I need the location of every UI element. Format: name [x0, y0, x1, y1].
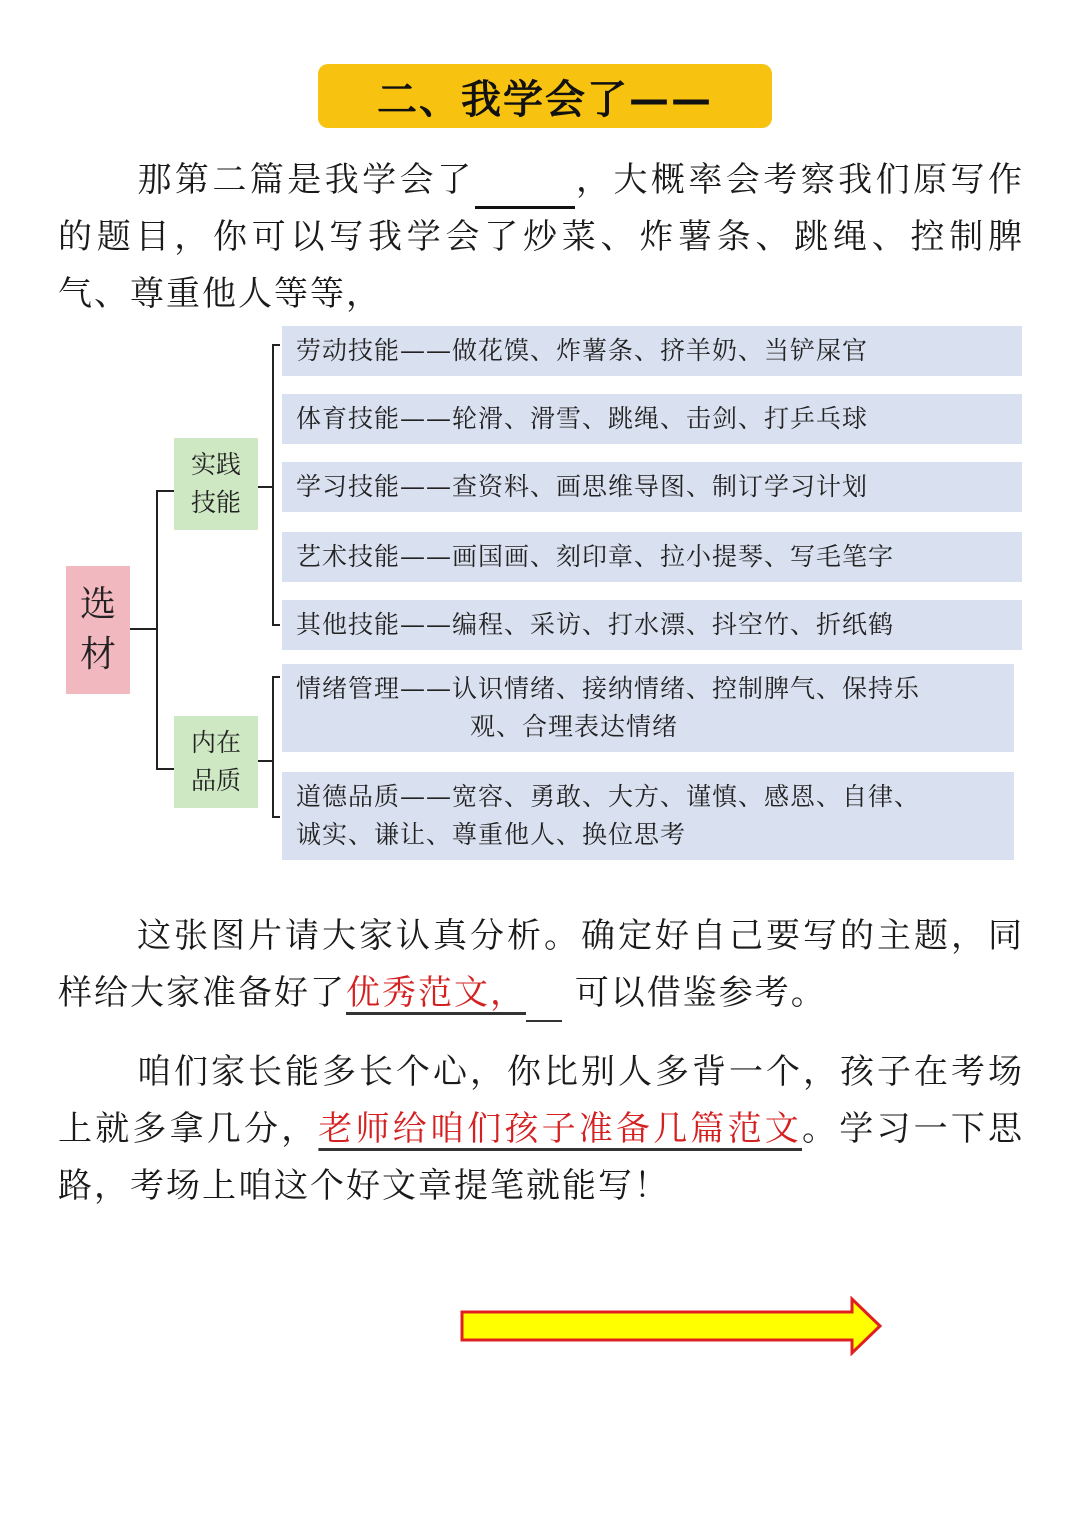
mindmap-root: [66, 566, 130, 694]
leaf-text: 诚实、谦让、尊重他人、换位思考: [296, 820, 687, 849]
underline-gap: [526, 982, 562, 1022]
connector: [258, 486, 272, 488]
bracket: [272, 624, 280, 626]
leaf-text: 其他技能——编程、采访、打水漂、抖空竹、折纸鹤: [296, 610, 895, 639]
leaf-labor-skills: [282, 326, 1022, 376]
leaf-text: 学习技能——查资料、画思维导图、制订学习计划: [296, 472, 869, 501]
section-title: [318, 64, 772, 128]
category-practical-skills: [174, 438, 258, 530]
fill-blank: [475, 166, 575, 209]
para2-text-1: 这张图片请大家认真分析。确定好自己要写的主题，同样给大家准备好了: [58, 916, 1024, 1013]
category-label: 技能: [190, 488, 241, 517]
sample-essays-highlight: 优秀范文，: [346, 973, 526, 1013]
root-char-1: 选: [79, 584, 116, 625]
leaf-study-skills: [282, 462, 1022, 512]
leaf-art-skills: [282, 532, 1022, 582]
para2-text-2: 可以借鉴参考。: [574, 973, 827, 1013]
bracket: [272, 344, 280, 346]
bracket: [272, 344, 274, 626]
bracket: [272, 816, 280, 818]
intro-paragraph: [58, 152, 1024, 323]
leaf-other-skills: [282, 600, 1022, 650]
leaf-text: 劳动技能——做花馍、炸薯条、挤羊奶、当铲屎官: [296, 336, 869, 365]
leaf-text: 情绪管理——认识情绪、接纳情绪、控制脾气、保持乐: [296, 674, 921, 703]
leaf-sports-skills: [282, 394, 1022, 444]
para3-text-2: 。学习一下思路，考场上咱这个好文章提笔就能写！: [58, 1109, 1025, 1206]
teacher-essays-highlight: 老师给咱们孩子准备几篇范文: [318, 1109, 803, 1149]
category-label: 实践: [190, 450, 241, 479]
leaf-text: 体育技能——轮滑、滑雪、跳绳、击剑、打乒乓球: [296, 404, 869, 433]
bracket: [272, 676, 280, 678]
connector: [130, 628, 156, 630]
category-label: 内在: [190, 728, 241, 757]
bracket: [272, 676, 274, 818]
category-inner-qualities: [174, 716, 258, 808]
connector: [156, 490, 158, 770]
leaf-text: 观、合理表达情绪: [470, 712, 679, 741]
leaf-emotion-management: [282, 664, 1014, 752]
leaf-moral-qualities: [282, 772, 1014, 860]
intro-text-2: ，大概率会考察我们原写作的题目，你可以写我学会了炒菜、炸薯条、跳绳、控制脾气、尊重他人等等，: [58, 160, 1025, 314]
connector: [156, 490, 174, 492]
category-label: 品质: [190, 766, 241, 795]
root-char-2: 材: [79, 634, 116, 675]
leaf-text: 道德品质——宽容、勇敢、大方、谨慎、感恩、自律、: [296, 782, 921, 811]
para3-text-1: 咱们家长能多长个心，你比别人多背一个，孩子在考场上就多拿几分，: [58, 1052, 1024, 1149]
right-arrow-icon: [460, 1296, 884, 1356]
parents-paragraph: [58, 1044, 1024, 1215]
connector: [156, 768, 174, 770]
leaf-text: 艺术技能——画国画、刻印章、拉小提琴、写毛笔字: [296, 542, 895, 571]
connector: [258, 760, 272, 762]
intro-text-1: 那第二篇是我学会了: [136, 160, 475, 200]
section-title-text: 二、我学会了——: [377, 76, 713, 123]
analysis-paragraph: [58, 908, 1024, 1022]
